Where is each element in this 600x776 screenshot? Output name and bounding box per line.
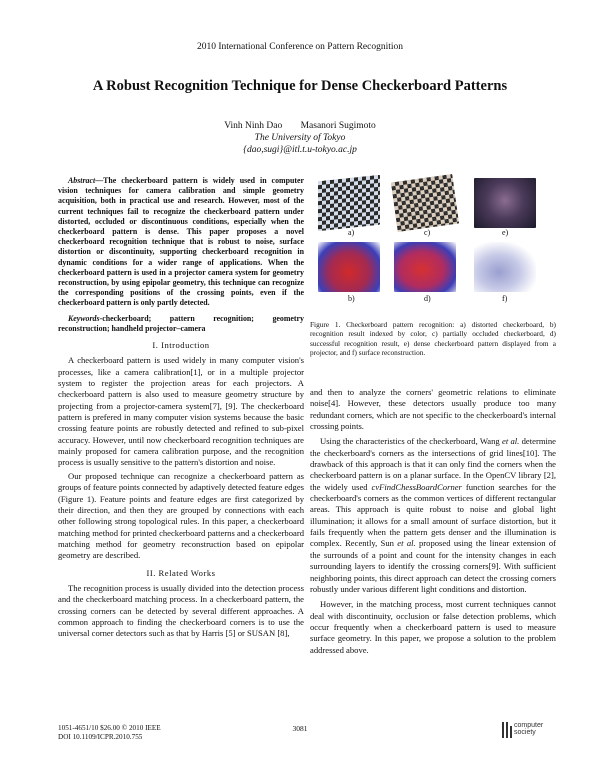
figure-image-b: [318, 242, 380, 292]
figure-label-b: b): [348, 294, 355, 303]
keywords: [58, 314, 304, 334]
conference-header: 2010 International Conference on Pattern Recognition: [196, 42, 404, 52]
section-heading-introduction: I. Introduction: [152, 340, 210, 351]
figure-image-d: [394, 242, 456, 292]
ieee-computer-society-logo-icon: [500, 720, 558, 744]
right-p2-etal: et al.: [502, 436, 520, 447]
keywords-text: -checkerboard; pattern recognition; geometry reconstruction; handheld projector–camera: [58, 313, 304, 333]
footer-doi: DOI 10.1109/ICPR.2010.755: [58, 733, 143, 741]
right-p2-part-a: Using the characteristics of the checkerboard, Wang: [320, 436, 502, 447]
right-p2-etal-2: et al.: [397, 538, 416, 549]
related-paragraph-1: The recognition process is usually divided into the detection process and the checkerboard matching process. In a checkerboard pattern, the crossing corners can be detected by several different approaches. A common approach to finding the checkerboard corners is to use the universal corner detectors such as that by Harris [5] or SUSAN [8],: [58, 582, 304, 639]
right-paragraph-2: [310, 436, 556, 595]
right-paragraph-1: and then to analyze the corners' geometric relations to eliminate noise[4]. However, these detectors usually produce too many redundant corners, which are not specific to the checkerboard's internal crossing points.: [310, 387, 556, 432]
right-p2-function-name: cvFindChessBoardCorner: [371, 481, 462, 492]
figure-label-e: e): [502, 228, 509, 237]
figure-image-c: [391, 174, 459, 232]
figure-label-f: f): [502, 294, 508, 303]
intro-paragraph-1: A checkerboard pattern is used widely in many computer vision's processes, like a camera calibration[1], or in a multiple projector system to register the projection areas for each projectors. A checkerboard pattern is also used to measure geometry structure by projecting from a projector-camera system[7], [9]. The checkerboard pattern is prefered in many computer vision systems because the basic crossing feature points are robustly detected and refined to sub-pixel accuracy. However, until now checkerboard recognition techniques are mainly proposed for camera calibration purpose, and the recognition process is usually sensitive to the pattern's distortion and noise.: [58, 355, 304, 468]
footer-line-1: 1051-4651/10 $26.00 © 2010 IEEE: [58, 724, 161, 732]
figure-label-c: c): [424, 228, 431, 237]
right-p2-part-d: proposed using the linear extension of the surrounds of a point and count for the intensity changes in each surrounding layers to identify the crossing corners[9]. With sufficient neighboring points, this direct approach can detect the crossing corners robustly under various different light conditions and distortion.: [310, 538, 556, 594]
right-paragraph-3: However, in the matching process, most current techniques cannot deal with discontinuity, occlusion or false detection problems, which occur frequently when a checkerboard pattern is used to measure surface geometry. In this paper, we propose a solution to the problem addressed above.: [310, 599, 556, 655]
left-column: [58, 176, 304, 642]
page-number: 3081: [292, 724, 308, 733]
intro-paragraph-2: Our proposed technique can recognize a checkerboard pattern as groups of feature points connected by adaptively detected feature edges (Figure 1). Feature points and feature edges are first categorized by their direction, and then they are grouped by connections with each other following strong topological rules. In this paper, a checkerboard matching method for printed checkerboard patterns and a checkerboard matching method for geometry reconstruction based on epipolar geometry are described.: [58, 470, 305, 561]
author-names: [0, 120, 600, 132]
author-1: Vinh Ninh Dao: [224, 121, 283, 131]
logo-text: [514, 722, 543, 736]
right-column: [310, 387, 556, 658]
figure-1: [310, 176, 556, 306]
logo-text-line-2: society: [514, 729, 536, 736]
section-heading-related-works: II. Related Works: [146, 567, 216, 578]
figure-image-a: [318, 175, 380, 232]
figure-label-a: a): [348, 228, 355, 237]
abstract: [58, 176, 304, 309]
figure-label-d: d): [424, 294, 431, 303]
figure-1-caption: Figure 1. Checkerboard pattern recognition: a) distorted checkerboard, b) recognition result indexed by color, c) partially occluded checkerboard, d) successful recognition result, e) dense checkerboard pattern displayed from a projector, and f) surface reconstruction.: [310, 320, 556, 358]
logo-text-line-1: computer: [514, 722, 544, 729]
abstract-text: —The checkerboard pattern is widely used in computer vision techniques for camera calibration and simple geometry acquisition, both in practical use and research. However, most of the current techniques fail to recognize the checkerboard pattern under distorted, occluded or discontinuous conditions, especially when the checkerboard pattern is dense. This paper proposes a novel checkerboard recognition technique that is robust to noise, surface distortion or discontinuity, supporting checkerboard recognition in dynamic conditions for a wider range of applications. When the checkerboard pattern is used in a projector camera system for geometry reconstruction, by using epipolar geometry, this technique can recognize the corresponding positions of the crossing points, even if the checkerboard pattern is only partly detected.: [58, 176, 304, 308]
computer-society-mark-icon: [500, 720, 514, 740]
paper-title: A Robust Recognition Technique for Dense Checkerboard Patterns: [92, 78, 508, 94]
figure-image-f: [474, 242, 536, 292]
figure-image-e: [474, 178, 536, 228]
affiliation: The University of Tokyo: [254, 133, 346, 143]
right-p2-part-c: function searches for the checkerboard's corners as the common vertices of different rectangular areas. This approach is quite robust to noise and global light illumination; it allows for a small amount of surface distortion, but it fails frequently when the pattern gets denser and the illumination is complex. Recently, Sun: [310, 481, 556, 549]
author-2: Masanori Sugimoto: [300, 121, 376, 131]
keywords-lead: Keywords: [68, 313, 100, 323]
abstract-lead: Abstract: [68, 176, 96, 185]
author-email: {dao,sugi}@itl.t.u-tokyo.ac.jp: [243, 145, 357, 155]
author-block: [0, 120, 600, 156]
right-p2-part-b: determine the checkerboard's corners as the intersections of grid lines[10]. The drawback of this approach is that it can only find the corners when the checkerboard pattern is on a planar surface. In the OpenCV library [2], the widely used: [310, 436, 556, 492]
